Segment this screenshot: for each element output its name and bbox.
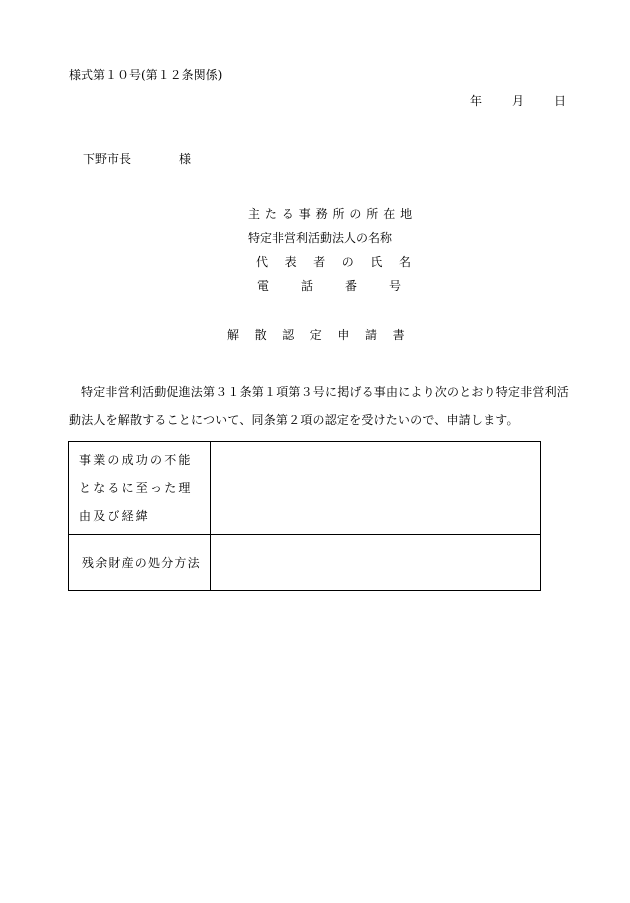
addressee-name: 下野市長 bbox=[83, 152, 132, 166]
table-label-cell bbox=[69, 535, 211, 591]
table-row bbox=[69, 442, 541, 535]
asset-disposal-label: 残余財産の処分方法 bbox=[82, 555, 201, 570]
form-number: 様式第１０号(第１２条関係) bbox=[69, 68, 223, 82]
body-text: 特定非営利活動促進法第３１条第１項第３号に掲げる事由により次のとおり特定非営利活動法人を解散することについて、同条第２項の認定を受けたいので、申請します。 bbox=[69, 385, 570, 427]
applicant-corporation-name-label: 特定非営利活動法人の名称 bbox=[248, 231, 393, 245]
date-line bbox=[470, 93, 566, 109]
applicant-address-label: 主たる事務所の所在地 bbox=[248, 207, 418, 221]
document-title: 解散認定申請書 bbox=[227, 328, 421, 342]
asset-disposal-value-cell[interactable] bbox=[211, 535, 541, 591]
date-day-label: 日 bbox=[553, 94, 566, 108]
applicant-fields bbox=[248, 206, 433, 302]
application-table bbox=[68, 441, 541, 591]
table-row bbox=[69, 535, 541, 591]
body-paragraph bbox=[69, 378, 579, 434]
addressee-honorific: 様 bbox=[179, 152, 192, 166]
reason-label: 事業の成功の不能となるに至った理由及び経緯 bbox=[79, 453, 193, 523]
reason-value-cell[interactable] bbox=[211, 442, 541, 535]
applicant-representative-label: 代表者の氏名 bbox=[256, 255, 428, 269]
date-year-label: 年 bbox=[469, 94, 482, 108]
date-month-label: 月 bbox=[511, 94, 524, 108]
applicant-phone-label: 電話番号 bbox=[257, 279, 434, 293]
addressee bbox=[83, 151, 191, 167]
table-label-cell bbox=[69, 442, 211, 535]
